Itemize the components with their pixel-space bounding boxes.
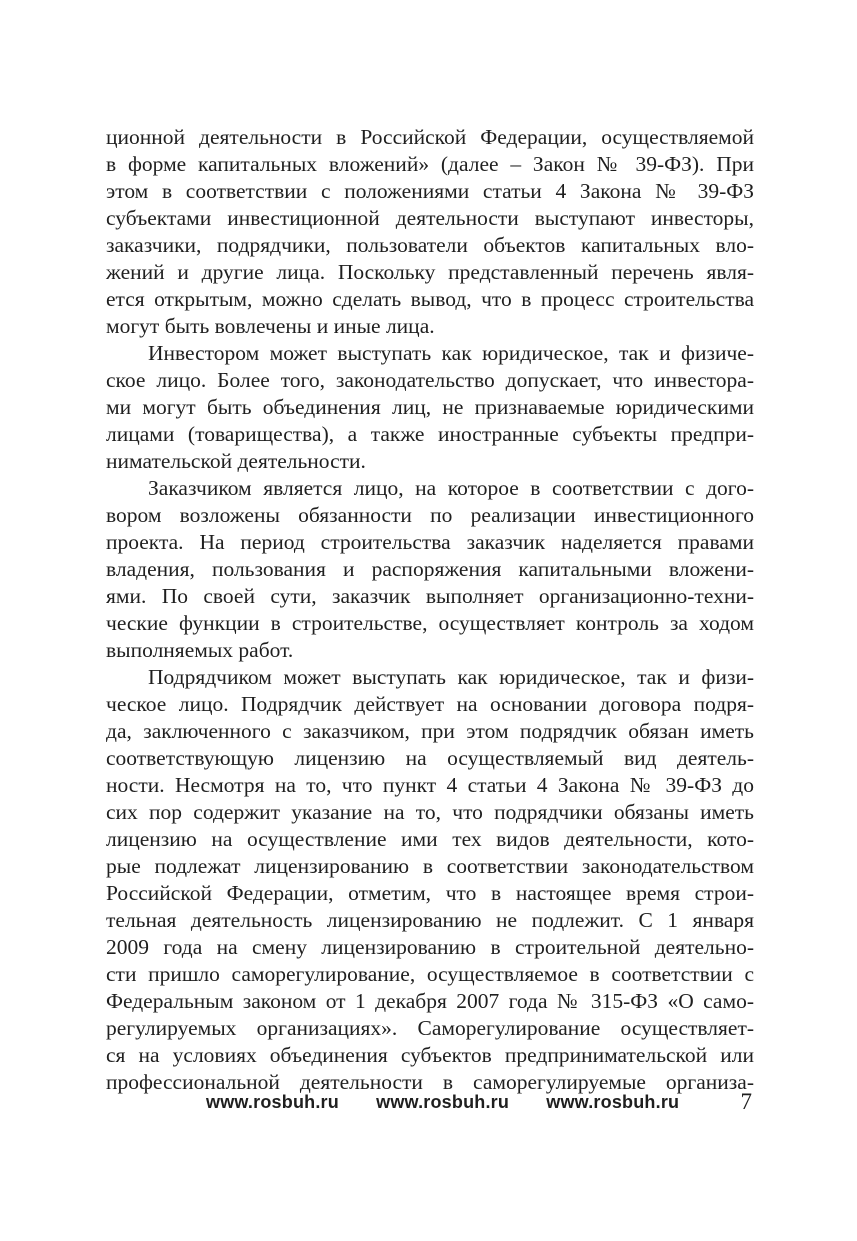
text-line: регулируемых организациях». Саморегулирование осуществляет- xyxy=(106,1016,754,1040)
text-line: Российской Федерации, отметим, что в настоящее время строи- xyxy=(106,881,754,905)
page-footer xyxy=(0,1089,857,1122)
text-line: ческие функции в строительстве, осуществляет контроль за ходом xyxy=(106,611,754,635)
text-line: вором возложены обязанности по реализации инвестиционного xyxy=(106,503,754,527)
text-line: жений и другие лица. Поскольку представленный перечень явля- xyxy=(106,260,754,284)
text-line: лицами (товарищества), а также иностранные субъекты предпри- xyxy=(106,422,754,446)
text-line: Заказчиком является лицо, на которое в соответствии с дого- xyxy=(148,476,754,500)
text-line: ческое лицо. Подрядчик действует на основании договора подря- xyxy=(106,692,754,716)
text-line: нимательской деятельности. xyxy=(106,449,366,473)
text-line: выполняемых работ. xyxy=(106,638,294,662)
text-line: в форме капитальных вложений» (далее – Закон № 39-ФЗ). При xyxy=(106,152,754,176)
text-line: этом в соответствии с положениями статьи 4 Закона № 39-ФЗ xyxy=(106,179,754,203)
text-line: тельная деятельность лицензированию не подлежит. С 1 января xyxy=(106,908,754,932)
text-line: 2009 года на смену лицензированию в строительной деятельно- xyxy=(106,935,754,959)
text-line: лицензию на осуществление ими тех видов деятельности, кото- xyxy=(106,827,754,851)
text-line: ся на условиях объединения субъектов предпринимательской или xyxy=(106,1043,754,1067)
text-line: проекта. На период строительства заказчик наделяется правами xyxy=(106,530,754,554)
footer-urls xyxy=(206,1092,679,1113)
text-line: Подрядчиком может выступать как юридическое, так и физи- xyxy=(148,665,754,689)
text-line: да, заключенного с заказчиком, при этом подрядчик обязан иметь xyxy=(106,719,754,743)
page-number: 7 xyxy=(740,1089,752,1114)
text-line: владения, пользования и распоряжения капитальными вложени- xyxy=(106,557,754,581)
text-line: соответствующую лицензию на осуществляемый вид деятель- xyxy=(106,746,754,770)
footer-url[interactable]: www.rosbuh.ru xyxy=(206,1092,339,1112)
text-line: ности. Несмотря на то, что пункт 4 статьи 4 Закона № 39-ФЗ до xyxy=(106,773,754,797)
text-line: Федеральным законом от 1 декабря 2007 года № 315-ФЗ «О само- xyxy=(106,989,754,1013)
text-line: сти пришло саморегулирование, осуществляемое в соответствии с xyxy=(106,962,754,986)
text-line: могут быть вовлечены и иные лица. xyxy=(106,314,435,338)
text-line: ционной деятельности в Российской Федерации, осуществляемой xyxy=(106,125,754,149)
footer-url[interactable]: www.rosbuh.ru xyxy=(546,1092,680,1112)
text-line: заказчики, подрядчики, пользователи объектов капитальных вло- xyxy=(106,233,754,257)
footer-url[interactable]: www.rosbuh.ru xyxy=(376,1092,510,1112)
text-line: сих пор содержит указание на то, что подрядчики обязаны иметь xyxy=(106,800,754,824)
text-line: Инвестором может выступать как юридическое, так и физиче- xyxy=(148,341,754,365)
text-line: ское лицо. Более того, законодательство допускает, что инвестора- xyxy=(106,368,754,392)
text-line: ми могут быть объединения лиц, не признаваемые юридическими xyxy=(106,395,754,419)
text-line: ями. По своей сути, заказчик выполняет организационно-техни- xyxy=(106,584,754,608)
text-line: субъектами инвестиционной деятельности выступают инвесторы, xyxy=(106,206,754,230)
text-line: рые подлежат лицензированию в соответствии законодательством xyxy=(106,854,754,878)
page-body xyxy=(106,124,754,1096)
text-line: ется открытым, можно сделать вывод, что в процесс строительства xyxy=(106,287,754,311)
text-line: профессиональной деятельности в саморегулируемые организа- xyxy=(106,1070,754,1094)
